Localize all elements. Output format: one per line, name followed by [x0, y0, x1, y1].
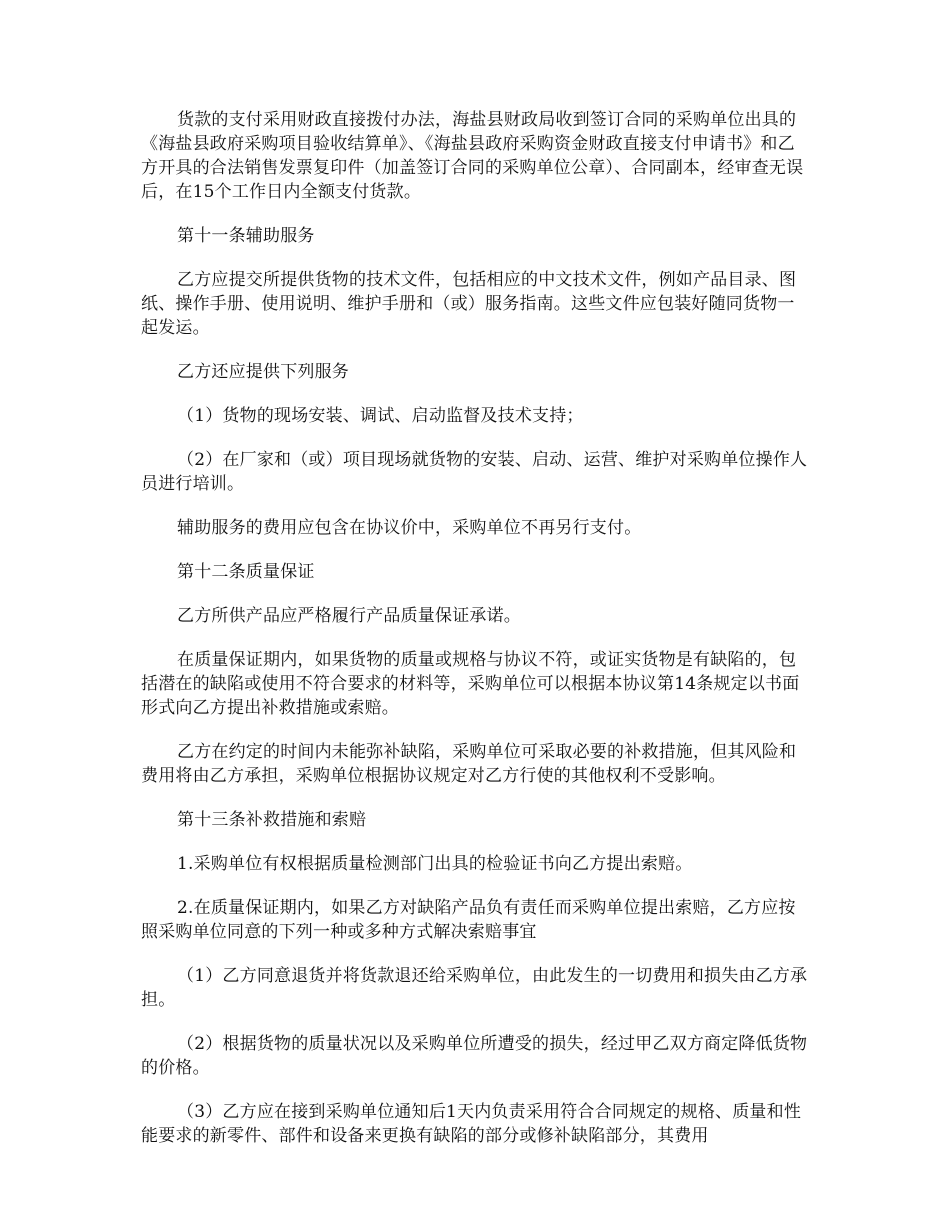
list-item-service-2: （2）在厂家和（或）项目现场就货物的安装、启动、运营、维护对采购单位操作人员进行培训。 [141, 450, 808, 494]
paragraph-quality-defect: 在质量保证期内，如果货物的质量或规格与协议不符，或证实货物是有缺陷的，包括潜在的缺陷或使用不符合要求的材料等，采购单位可以根据本协议第14条规定以书面形式向乙方提出补救措施或索赔。 [141, 650, 800, 718]
heading-article-13: 第十三条补救措施和索赔 [177, 810, 367, 830]
paragraph-tech-docs: 乙方应提交所提供货物的技术文件，包括相应的中文技术文件，例如产品目录、图纸、操作手册、使用说明、维护手册和（或）服务指南。这些文件应包装好随同货物一起发运。 [141, 270, 797, 338]
paragraph-quality-commitment: 乙方所供产品应严格履行产品质量保证承诺。 [177, 606, 521, 626]
list-item-remedy-2: （2）根据货物的质量状况以及采购单位所遭受的损失，经过甲乙双方商定降低货物的价格。 [141, 1034, 808, 1078]
list-item-remedy-1: （1）乙方同意退货并将货款退还给采购单位，由此发生的一切费用和损失由乙方承担。 [141, 966, 808, 1010]
paragraph-service-fee: 辅助服务的费用应包含在协议价中，采购单位不再另行支付。 [177, 518, 642, 538]
heading-article-12: 第十二条质量保证 [177, 562, 315, 582]
list-item-claim-2: 2.在质量保证期内，如果乙方对缺陷产品负有责任而采购单位提出索赔，乙方应按照采购单位同意的下列一种或多种方式解决索赔事宜 [141, 898, 796, 942]
list-item-claim-1: 1.采购单位有权根据质量检测部门出具的检验证书向乙方提出索赔。 [177, 854, 693, 874]
paragraph-services-intro: 乙方还应提供下列服务 [177, 362, 349, 382]
list-item-remedy-3: （3）乙方应在接到采购单位通知后1天内负责采用符合合同规定的规格、质量和性能要求的新零件、部件和设备来更换有缺陷的部分或修补缺陷部分，其费用 [141, 1102, 802, 1146]
document-page [141, 108, 811, 1148]
paragraph-payment: 货款的支付采用财政直接拨付办法，海盐县财政局收到签订合同的采购单位出具的《海盐县政府采购项目验收结算单》、《海盐县政府采购资金财政直接支付申请书》和乙方开具的合法销售发票复印件（加盖签订合同的采购单位公章）、合同副本，经审查无误后，在15个工作日内全额支付货款。 [141, 110, 804, 202]
heading-article-11: 第十一条辅助服务 [177, 226, 315, 246]
paragraph-remedy-risk: 乙方在约定的时间内未能弥补缺陷，采购单位可采取必要的补救措施，但其风险和费用将由乙方承担，采购单位根据协议规定对乙方行使的其他权利不受影响。 [141, 742, 797, 786]
list-item-service-1: （1）货物的现场安装、调试、启动监督及技术支持； [177, 406, 584, 426]
